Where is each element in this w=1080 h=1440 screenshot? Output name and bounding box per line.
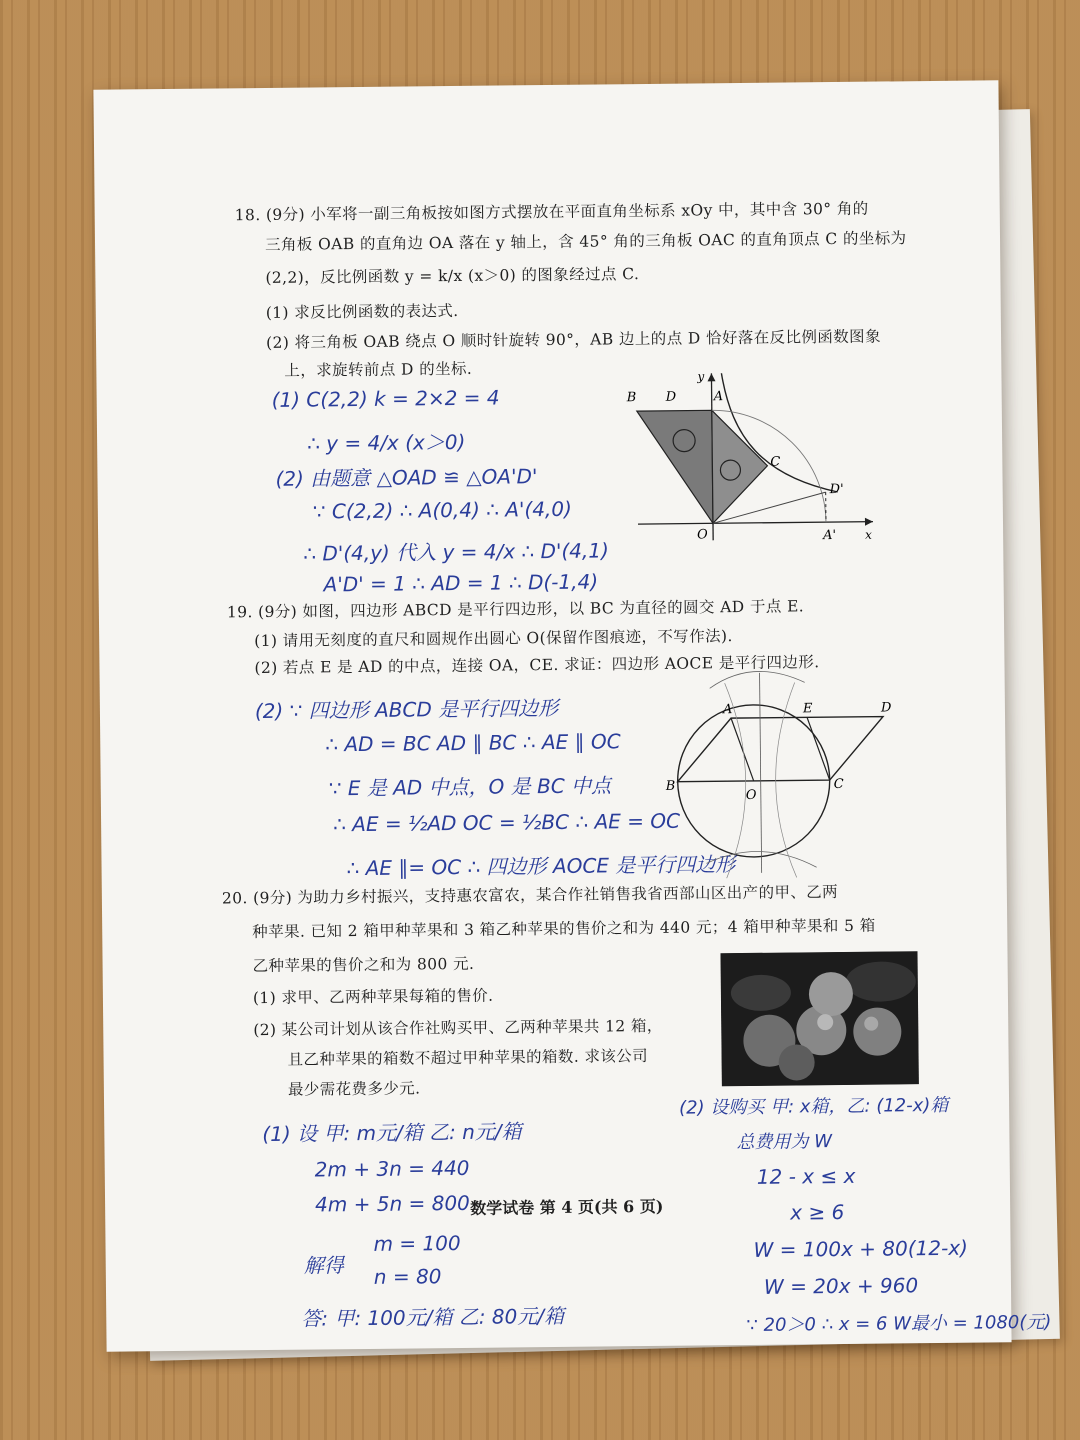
q18-answer-2: ∴ y = 4/x (x＞0) bbox=[307, 429, 466, 456]
q18-answer-6: A'D' = 1 ∴ AD = 1 ∴ D(-1,4) bbox=[323, 569, 599, 597]
q20-answer-m: m = 100 bbox=[373, 1230, 461, 1256]
q19-answer-2: ∴ AD = BC AD ∥ BC ∴ AE ∥ OC bbox=[325, 729, 621, 757]
q20-answer-left-1: (1) 设 甲: m元/箱 乙: n元/箱 bbox=[262, 1119, 522, 1147]
label-d: D bbox=[880, 700, 892, 716]
q20-answer-right-3: 12 - x ≤ x bbox=[756, 1163, 856, 1189]
label-a-prime: A' bbox=[823, 528, 837, 544]
x-axis bbox=[638, 522, 873, 524]
q20-stem-line-2: 种苹果. 已知 2 箱甲种苹果和 3 箱乙种苹果的售价之和为 440 元；4 箱甲种苹果和 5 箱 bbox=[252, 916, 876, 942]
q18-answer-5: ∴ D'(4,y) 代入 y = 4/x ∴ D'(4,1) bbox=[303, 538, 609, 566]
label-b: B bbox=[626, 390, 637, 406]
q18-answer-4: ∵ C(2,2) ∴ A(0,4) ∴ A'(4,0) bbox=[312, 496, 572, 524]
q19-answer-3: ∵ E 是 AD 中点，O 是 BC 中点 bbox=[328, 773, 612, 801]
q20-answer-right-6: W = 20x + 960 bbox=[763, 1273, 919, 1299]
q20-answer-n: n = 80 bbox=[373, 1264, 442, 1289]
q19-answer-4: ∴ AE = ½AD OC = ½BC ∴ AE = OC bbox=[332, 808, 681, 837]
q20-answer-right-7: ∵ 20＞0 ∴ x = 6 W最小 = 1080(元) bbox=[746, 1311, 1052, 1337]
q18-figure bbox=[621, 367, 883, 545]
label-x: x bbox=[865, 527, 872, 542]
q20-answer-eq-2: 4m + 5n = 800 bbox=[314, 1190, 470, 1217]
label-c: C bbox=[770, 454, 781, 470]
page-footer: 数学试卷 第 4 页(共 6 页) bbox=[470, 1196, 664, 1218]
q19-answer-5: ∴ AE ∥= OC ∴ 四边形 AOCE 是平行四边形 bbox=[346, 852, 736, 881]
q19-sub-1: (1) 请用无刻度的直尺和圆规作出圆心 O(保留作图痕迹，不写作法). bbox=[254, 627, 733, 651]
q20-answer-eq-1: 2m + 3n = 440 bbox=[314, 1155, 470, 1182]
label-o: O bbox=[697, 527, 708, 543]
label-o: O bbox=[745, 787, 757, 803]
construction-arc-top bbox=[710, 671, 805, 688]
label-y: y bbox=[697, 369, 705, 384]
apple-photo bbox=[720, 951, 918, 1086]
q19-sub-2: (2) 若点 E 是 AD 的中点，连接 OA，CE. 求证：四边形 AOCE 是平行四边形. bbox=[254, 653, 820, 678]
q20-answer-solve: 解得 bbox=[303, 1253, 344, 1278]
q18-sub-1: (1) 求反比例函数的表达式. bbox=[265, 301, 459, 322]
segment-ce bbox=[807, 717, 830, 780]
q18-stem-line-1: 18. (9分) 小军将一副三角板按如图方式摆放在平面直角坐标系 xOy 中，其中含 30° 角的 bbox=[234, 199, 869, 225]
q18-stem-line-2: 三角板 OAB 的直角边 OA 落在 y 轴上，含 45° 角的三角板 OAC 的直角顶点 C 的坐标为 bbox=[264, 229, 907, 254]
q19-stem: 19. (9分) 如图，四边形 ABCD 是平行四边形，以 BC 为直径的圆交 AD 于点 E. bbox=[226, 597, 805, 622]
question-18 bbox=[93, 80, 998, 597]
q19-figure bbox=[664, 661, 906, 884]
q20-sub-1: (1) 求甲、乙两种苹果每箱的售价. bbox=[252, 986, 494, 1008]
label-d: D bbox=[665, 389, 677, 405]
label-e: E bbox=[802, 701, 813, 717]
q18-sub-3: 上，求旋转前点 D 的坐标. bbox=[284, 359, 473, 380]
q20-sub-4: 最少需花费多少元. bbox=[287, 1079, 421, 1099]
q20-sub-2: (2) 某公司计划从该合作社购买甲、乙两种苹果共 12 箱， bbox=[253, 1016, 663, 1040]
label-c: C bbox=[833, 776, 844, 793]
y-axis-arrow bbox=[707, 373, 715, 381]
segment-oa bbox=[731, 718, 754, 781]
q18-answer-1: (1) C(2,2) k = 2×2 = 4 bbox=[271, 385, 500, 412]
exam-page bbox=[93, 80, 1052, 1351]
q20-answer-right-2: 总费用为 W bbox=[736, 1131, 833, 1154]
q18-answer-3: (2) 由题意 △OAD ≌ △OA'D' bbox=[275, 464, 538, 491]
q20-sub-3: 且乙种苹果的箱数不超过甲种苹果的箱数. 求该公司 bbox=[287, 1047, 649, 1069]
q18-sub-2: (2) 将三角板 OAB 绕点 O 顺时针旋转 90°，AB 边上的点 D 恰好落在反比例函数图象 bbox=[265, 327, 882, 352]
perpendicular-bisector bbox=[760, 673, 762, 873]
label-a: A bbox=[722, 702, 733, 718]
label-b: B bbox=[665, 778, 676, 794]
q20-stem-line-1: 20. (9分) 为助力乡村振兴，支持惠农富农，某合作社销售我省西部山区出产的甲、乙两 bbox=[221, 883, 839, 908]
q18-stem-line-3: (2,2)，反比例函数 y = k/x (x＞0) 的图象经过点 C. bbox=[265, 265, 640, 287]
label-d-prime: D' bbox=[829, 481, 844, 498]
x-axis-arrow bbox=[865, 518, 873, 526]
triangle-oab bbox=[637, 410, 713, 524]
parallelogram-abcd bbox=[677, 717, 884, 782]
q20-stem-line-3: 乙种苹果的售价之和为 800 元. bbox=[252, 954, 475, 976]
q20-answer-right-1: (2) 设购买 甲: x箱，乙: (12-x)箱 bbox=[679, 1094, 949, 1119]
q19-answer-1: (2) ∵ 四边形 ABCD 是平行四边形 bbox=[254, 695, 559, 724]
q20-answer-conclusion: 答: 甲: 100元/箱 乙: 80元/箱 bbox=[301, 1303, 565, 1331]
q20-answer-right-4: x ≥ 6 bbox=[790, 1199, 845, 1225]
q20-answer-right-5: W = 100x + 80(12-x) bbox=[753, 1235, 969, 1262]
label-a: A bbox=[713, 389, 724, 405]
